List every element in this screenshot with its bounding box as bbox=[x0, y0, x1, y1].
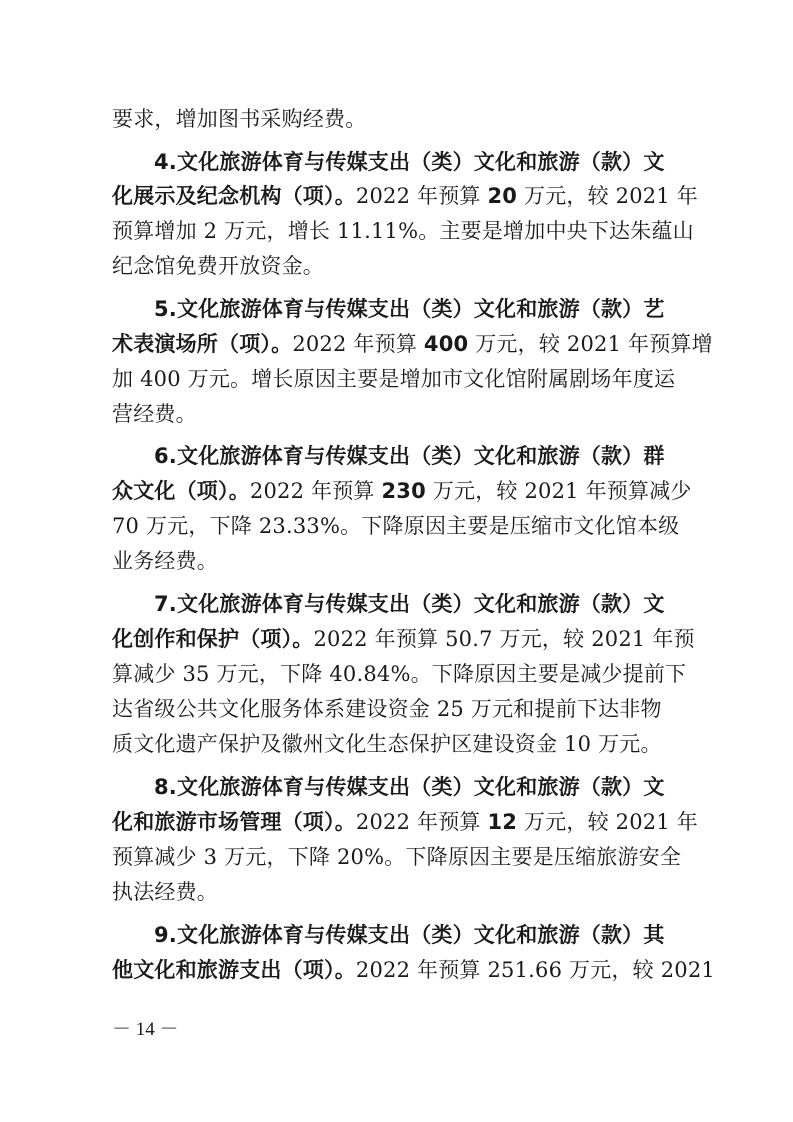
page-number: － 14 － bbox=[112, 1019, 179, 1040]
text: 加 400 万元。增长原因主要是增加市文化馆附属剧场年度运 bbox=[112, 367, 676, 391]
text: 2022 年预算 bbox=[355, 810, 488, 834]
heading-text: 化展示及纪念机构（项）。 bbox=[112, 184, 356, 208]
paragraph-6-line-3 bbox=[0, 509, 793, 543]
heading-text: 化创作和保护（项）。 bbox=[112, 627, 314, 651]
paragraph-7-line-1 bbox=[0, 587, 793, 621]
heading-text: 5.文化旅游体育与传媒支出（类）文化和旅游（款）艺 bbox=[154, 297, 665, 321]
heading-text: 化和旅游市场管理（项）。 bbox=[112, 810, 356, 834]
text: 业务经费。 bbox=[112, 549, 218, 573]
budget-amount: 12 bbox=[487, 810, 518, 834]
text: 执法经费。 bbox=[112, 880, 218, 904]
paragraph-7-line-5 bbox=[0, 727, 793, 761]
text: 要求，增加图书采购经费。 bbox=[112, 107, 367, 131]
paragraph-3-tail bbox=[0, 102, 793, 136]
paragraph-6-line-4 bbox=[0, 544, 793, 578]
text: 预算增加 2 万元，增长 11.11%。主要是增加中央下达朱蕴山 bbox=[112, 219, 694, 243]
text: 营经费。 bbox=[112, 402, 197, 426]
text: 算减少 35 万元，下降 40.84%。下降原因主要是减少提前下 bbox=[112, 662, 687, 686]
heading-text: 众文化（项）。 bbox=[112, 479, 250, 503]
text: 2022 年预算 bbox=[249, 479, 382, 503]
text: 万元，较 2021 年预算减少 bbox=[425, 479, 692, 503]
budget-amount: 400 bbox=[423, 332, 469, 356]
heading-text: 6.文化旅游体育与传媒支出（类）文化和旅游（款）群 bbox=[154, 444, 665, 468]
heading-text: 8.文化旅游体育与传媒支出（类）文化和旅游（款）文 bbox=[154, 775, 665, 799]
paragraph-5-line-4 bbox=[0, 397, 793, 431]
text: 达省级公共文化服务体系建设资金 25 万元和提前下达非物 bbox=[112, 697, 662, 721]
text: 70 万元，下降 23.33%。下降原因主要是压缩市文化馆本级 bbox=[112, 514, 680, 538]
heading-text: 4.文化旅游体育与传媒支出（类）文化和旅游（款）文 bbox=[154, 150, 665, 174]
paragraph-4-line-1 bbox=[0, 145, 793, 179]
text: 2022 年预算 251.66 万元，较 2021 bbox=[355, 958, 715, 982]
text: 2022 年预算 bbox=[355, 184, 488, 208]
paragraph-8-line-3 bbox=[0, 840, 793, 874]
heading-text: 他文化和旅游支出（项）。 bbox=[112, 958, 356, 982]
budget-amount: 20 bbox=[487, 184, 518, 208]
text: 万元，较 2021 年 bbox=[517, 184, 698, 208]
paragraph-5-line-2 bbox=[0, 327, 793, 361]
text: 预算减少 3 万元，下降 20%。下降原因主要是压缩旅游安全 bbox=[112, 845, 682, 869]
text: 质文化遗产保护及徽州文化生态保护区建设资金 10 万元。 bbox=[112, 732, 662, 756]
heading-text: 7.文化旅游体育与传媒支出（类）文化和旅游（款）文 bbox=[154, 592, 665, 616]
text: 2022 年预算 bbox=[292, 332, 424, 356]
paragraph-7-line-4 bbox=[0, 692, 793, 726]
paragraph-4-line-3 bbox=[0, 214, 793, 248]
paragraph-4-line-2 bbox=[0, 179, 793, 213]
paragraph-6-line-2 bbox=[0, 474, 793, 508]
paragraph-7-line-3 bbox=[0, 657, 793, 691]
paragraph-6-line-1 bbox=[0, 439, 793, 473]
paragraph-7-line-2 bbox=[0, 622, 793, 656]
paragraph-8-line-4 bbox=[0, 875, 793, 909]
text: 万元，较 2021 年预算增 bbox=[468, 332, 713, 356]
text: 万元，较 2021 年 bbox=[517, 810, 698, 834]
paragraph-5-line-1 bbox=[0, 292, 793, 326]
paragraph-4-line-4 bbox=[0, 249, 793, 283]
text: 纪念馆免费开放资金。 bbox=[112, 254, 324, 278]
paragraph-9-line-1 bbox=[0, 918, 793, 952]
paragraph-9-line-2 bbox=[0, 953, 793, 987]
paragraph-8-line-1 bbox=[0, 770, 793, 804]
budget-amount: 230 bbox=[381, 479, 426, 503]
paragraph-5-line-3 bbox=[0, 362, 793, 396]
heading-text: 9.文化旅游体育与传媒支出（类）文化和旅游（款）其 bbox=[154, 923, 665, 947]
paragraph-8-line-2 bbox=[0, 805, 793, 839]
heading-text: 术表演场所（项）。 bbox=[112, 332, 293, 356]
text: 2022 年预算 50.7 万元，较 2021 年预 bbox=[313, 627, 695, 651]
